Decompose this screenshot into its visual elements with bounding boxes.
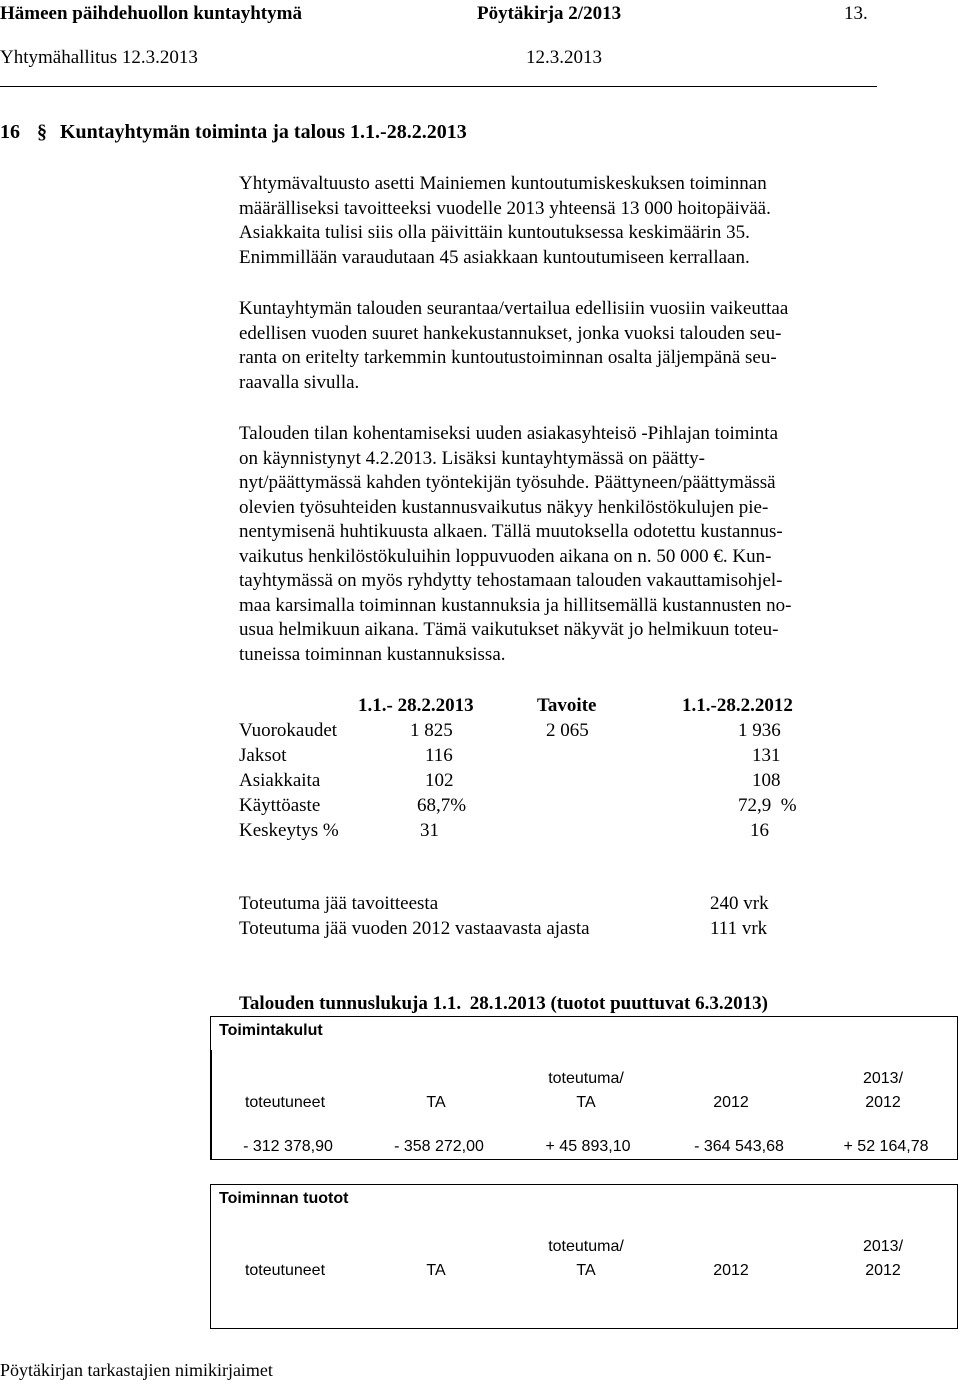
column-header-line: toteutuneet <box>244 1262 326 1279</box>
meeting-body: Yhtymähallitus 12.3.2013 <box>0 47 198 68</box>
stats-row-previous: 108 <box>752 770 781 791</box>
paragraph-line: nyt/päättymässä kahden työntekijän työsuhde. Päättyneen/päättymässä <box>239 472 776 493</box>
stats-row-previous: 131 <box>752 745 781 766</box>
paragraph-line: Yhtymävaltuusto asetti Mainiemen kuntoutumiskeskuksen toiminnan <box>239 173 767 194</box>
stats-row-previous: 72,9 % <box>738 795 797 816</box>
stats-row-current: 102 <box>425 770 454 791</box>
column-header <box>376 1235 496 1283</box>
paragraph-line: Enimmillään varaudutaan 45 asiakkaan kuntoutumiseen kerrallaan. <box>239 246 750 268</box>
column-header-line: 2012 <box>865 1262 901 1279</box>
column-header-line <box>225 1067 345 1091</box>
paragraph-line: olevien työsuhteiden kustannusvaikutus näkyy henkilöstökulujen pie- <box>239 496 769 518</box>
column-header-line <box>671 1067 791 1091</box>
section-symbol: § <box>37 121 47 143</box>
paragraph-economy <box>239 422 791 667</box>
table-divider <box>211 1050 212 1159</box>
column-header <box>225 1235 345 1283</box>
finance-table-title: Toiminnan tuotot <box>219 1190 349 1207</box>
stats-row-previous: 16 <box>750 820 769 841</box>
stats-row-label: Käyttöaste <box>239 795 321 816</box>
column-header <box>376 1067 496 1115</box>
stats-row-current: 116 <box>425 745 453 766</box>
column-header-line: 2013/ <box>862 1070 904 1087</box>
section-number: 16 <box>0 121 20 143</box>
finance-value: + 45 893,10 <box>545 1138 631 1155</box>
outcome-label: Toteutuma jää tavoitteesta <box>239 893 439 914</box>
column-header-line <box>225 1235 345 1259</box>
column-header-line: 2012 <box>713 1262 749 1279</box>
stats-header-previous: 1.1.-28.2.2012 <box>682 695 793 716</box>
paragraph-target <box>239 172 771 270</box>
stats-row-current: 1 825 <box>410 720 453 741</box>
paragraph-line: edellisen vuoden suuret hankekustannukset, jonka vuoksi talouden seu- <box>239 322 782 344</box>
paragraph-line: raavalla sivulla. <box>239 371 360 393</box>
organization-name: Hämeen päihdehuollon kuntayhtymä <box>0 3 302 24</box>
column-header <box>823 1067 943 1115</box>
finance-table-title: Toimintakulut <box>219 1022 323 1039</box>
column-header-line: toteutuma/ <box>548 1070 624 1087</box>
column-header <box>526 1067 646 1115</box>
finance-value: + 52 164,78 <box>843 1138 929 1155</box>
column-header-line: TA <box>576 1262 596 1279</box>
column-header <box>225 1067 345 1115</box>
paragraph-line: vaikutus henkilöstökuluihin loppuvuoden aikana on n. 50 000 €. Kun- <box>239 545 772 567</box>
column-header-line: 2012 <box>713 1094 749 1111</box>
paragraph-line: Kuntayhtymän talouden seurantaa/vertailua edellisiin vuosiin vaikeuttaa <box>239 298 789 319</box>
column-header-line: toteutuneet <box>244 1094 326 1111</box>
column-header-line: TA <box>426 1094 446 1111</box>
paragraph-line: tuneissa toiminnan kustannuksissa. <box>239 643 506 665</box>
column-header-line: 2012 <box>865 1094 901 1111</box>
section-title: Kuntayhtymän toiminta ja talous 1.1.-28.2.2013 <box>60 121 467 143</box>
paragraph-line: nentymisenä huhtikuusta alkaen. Tällä muutoksella odotettu kustannus- <box>239 521 783 542</box>
finance-value: - 312 378,90 <box>243 1138 333 1155</box>
finance-value: - 358 272,00 <box>394 1138 484 1155</box>
paragraph-line: Talouden tilan kohentamiseksi uuden asiakasyhteisö -Pihlajan toiminta <box>239 423 779 444</box>
finance-heading: Talouden tunnuslukuja 1.1. 28.1.2013 (tuotot puuttuvat 6.3.2013) <box>239 993 768 1014</box>
stats-header-current: 1.1.- 28.2.2013 <box>358 695 474 716</box>
meeting-date: 12.3.2013 <box>526 47 602 68</box>
column-header <box>823 1235 943 1283</box>
document-title: Pöytäkirja 2/2013 <box>477 3 622 24</box>
outcome-value: 111 vrk <box>710 918 768 939</box>
column-header <box>671 1067 791 1115</box>
column-header <box>671 1235 791 1283</box>
paragraph-line: usua helmikuun aikana. Tämä vaikutukset näkyvät jo helmikuun toteu- <box>239 619 779 640</box>
stats-row-current: 68,7% <box>417 795 467 816</box>
column-header-line: toteutuma/ <box>548 1238 624 1255</box>
stats-row-label: Jaksot <box>239 745 287 766</box>
footer-initials-label: Pöytäkirjan tarkastajien nimikirjaimet <box>0 1360 273 1380</box>
stats-row-current: 31 <box>420 820 439 841</box>
paragraph-monitoring <box>239 297 788 395</box>
finance-table-revenues <box>210 1184 958 1329</box>
column-header-line <box>376 1235 496 1259</box>
column-header <box>526 1235 646 1283</box>
column-header-line <box>376 1067 496 1091</box>
paragraph-line: on käynnistynyt 4.2.2013. Lisäksi kuntayhtymässä on päätty- <box>239 447 705 469</box>
stats-row-label: Vuorokaudet <box>239 720 338 741</box>
stats-row-label: Asiakkaita <box>239 770 321 791</box>
paragraph-line: maa karsimalla toiminnan kustannuksia ja hillitsemällä kustannusten no- <box>239 594 792 616</box>
stats-header-target: Tavoite <box>537 695 597 716</box>
paragraph-line: ranta on eritelty tarkemmin kuntoutustoiminnan osalta jäljempänä seu- <box>239 347 777 368</box>
column-header-line: 2013/ <box>862 1238 904 1255</box>
paragraph-line: Asiakkaita tulisi siis olla päivittäin kuntoutuksessa keskimäärin 35. <box>239 222 750 243</box>
outcome-value: 240 vrk <box>710 893 769 914</box>
paragraph-line: tayhtymässä on myös ryhdytty tehostamaan talouden vakauttamisohjel- <box>239 570 783 591</box>
stats-row-label: Keskeytys % <box>239 820 339 841</box>
stats-row-previous: 1 936 <box>738 720 781 741</box>
header-rule <box>0 86 877 87</box>
paragraph-line: määrälliseksi tavoitteeksi vuodelle 2013 yhteensä 13 000 hoitopäivää. <box>239 197 771 219</box>
column-header-line: TA <box>576 1094 596 1111</box>
stats-row-target: 2 065 <box>546 720 589 741</box>
finance-table-expenses <box>210 1016 958 1160</box>
column-header-line: TA <box>426 1262 446 1279</box>
column-header-line <box>671 1235 791 1259</box>
page-number: 13. <box>844 3 868 24</box>
finance-value: - 364 543,68 <box>694 1138 784 1155</box>
outcome-label: Toteutuma jää vuoden 2012 vastaavasta ajasta <box>239 918 590 939</box>
